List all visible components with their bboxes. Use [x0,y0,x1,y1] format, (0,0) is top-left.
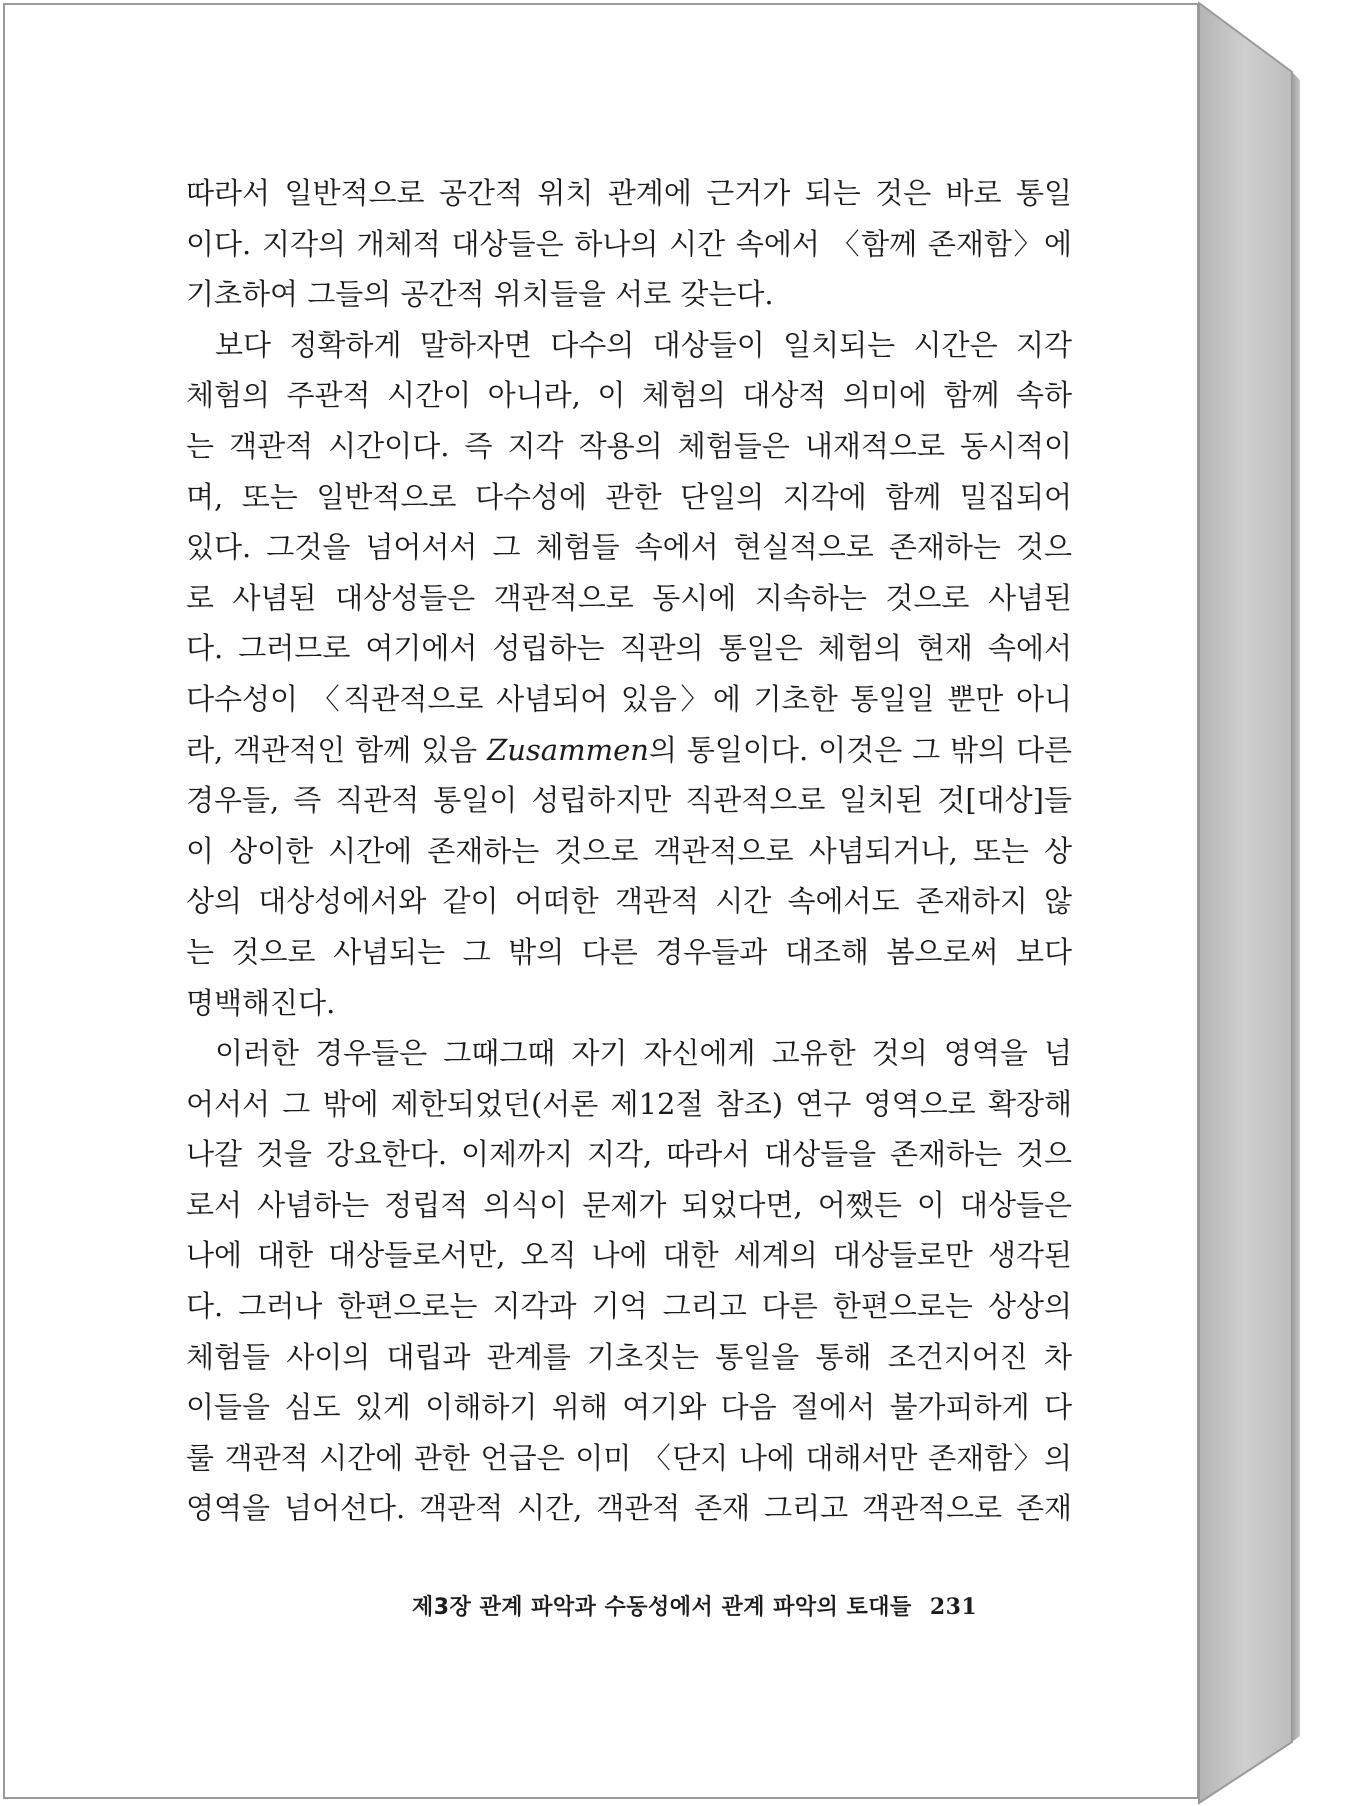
text-line: 는 것으로 사념되는 그 밖의 다른 경우들과 대조해 봄으로써 보다 [186,934,1072,969]
page-number: 231 [929,1594,978,1620]
text-line: 나에 대한 대상들로서만, 오직 나에 대한 세계의 대상들로만 생각된 [186,1238,1072,1273]
running-title: 제3장 관계 파악과 수동성에서 관계 파악의 토대들 [412,1595,912,1620]
book-side-shadow [1292,72,1300,1742]
text-line: 기초하여 그들의 공간적 위치들을 서로 갖는다. [186,277,774,312]
text-line-mixed [186,725,1072,776]
text-line: 로 사념된 대상성들은 객관적으로 동시에 지속하는 것으로 사념된 [186,580,1072,615]
text-line: 명백해진다. [186,985,336,1020]
text-line: 다. 그러나 한편으로는 지각과 기억 그리고 다른 한편으로는 상상의 [186,1289,1072,1324]
text-line: 상의 대상성에서와 같이 어떠한 객관적 시간 속에서도 존재하지 않 [186,884,1072,919]
foreign-term: Zusammen [487,732,649,767]
text-line: 이 상이한 시간에 존재하는 것으로 객관적으로 사념되거나, 또는 상 [186,833,1072,868]
page-footer [412,1590,1050,1621]
text-line: 로서 사념하는 정립적 의식이 문제가 되었다면, 어쨌든 이 대상들은 [186,1187,1072,1222]
text-line: 다. 그러므로 여기에서 성립하는 직관의 통일은 체험의 현재 속에서 [186,631,1072,666]
text-segment: 의 통일이다. 이것은 그 밖의 다른 [648,732,1073,767]
page-body-text [186,168,1072,1534]
text-line: 이다. 지각의 개체적 대상들은 하나의 시간 속에서 〈함께 존재함〉에 [186,226,1072,261]
book-spine-side [1199,3,1292,1803]
text-line: 따라서 일반적으로 공간적 위치 관계에 근거가 되는 것은 바로 통일 [186,176,1072,210]
text-line: 이러한 경우들은 그때그때 자기 자신에게 고유한 것의 영역을 넘 [215,1036,1072,1071]
text-line: 는 객관적 시간이다. 즉 지각 작용의 체험들은 내재적으로 동시적이 [186,428,1072,463]
text-line: 체험들 사이의 대립과 관계를 기초짓는 통일을 통해 조건지어진 차 [186,1339,1072,1374]
text-line: 체험의 주관적 시간이 아니라, 이 체험의 대상적 의미에 함께 속하 [186,378,1072,413]
text-line: 보다 정확하게 말하자면 다수의 대상들이 일치되는 시간은 지각 [215,327,1072,362]
text-line: 있다. 그것을 넘어서서 그 체험들 속에서 현실적으로 존재하는 것으 [186,530,1072,565]
text-line: 룰 객관적 시간에 관한 언급은 이미 〈단지 나에 대해서만 존재함〉의 [186,1440,1072,1475]
text-line: 며, 또는 일반적으로 다수성에 관한 단일의 지각에 함께 밀집되어 [186,479,1072,514]
text-segment: 라, 객관적인 함께 있음 [186,732,488,767]
text-line: 경우들, 즉 직관적 통일이 성립하지만 직관적으로 일치된 것[대상]들 [186,783,1072,818]
text-line: 이들을 심도 있게 이해하기 위해 여기와 다음 절에서 불가피하게 다 [186,1390,1072,1425]
text-line: 영역을 넘어선다. 객관적 시간, 객관적 존재 그리고 객관적으로 존재 [186,1491,1072,1526]
text-line: 다수성이 〈직관적으로 사념되어 있음〉에 기초한 통일일 뿐만 아니 [186,681,1072,716]
text-line: 나갈 것을 강요한다. 이제까지 지각, 따라서 대상들을 존재하는 것으 [186,1137,1072,1172]
text-line: 어서서 그 밖에 제한되었던(서론 제12절 참조) 연구 영역으로 확장해 [186,1086,1072,1121]
